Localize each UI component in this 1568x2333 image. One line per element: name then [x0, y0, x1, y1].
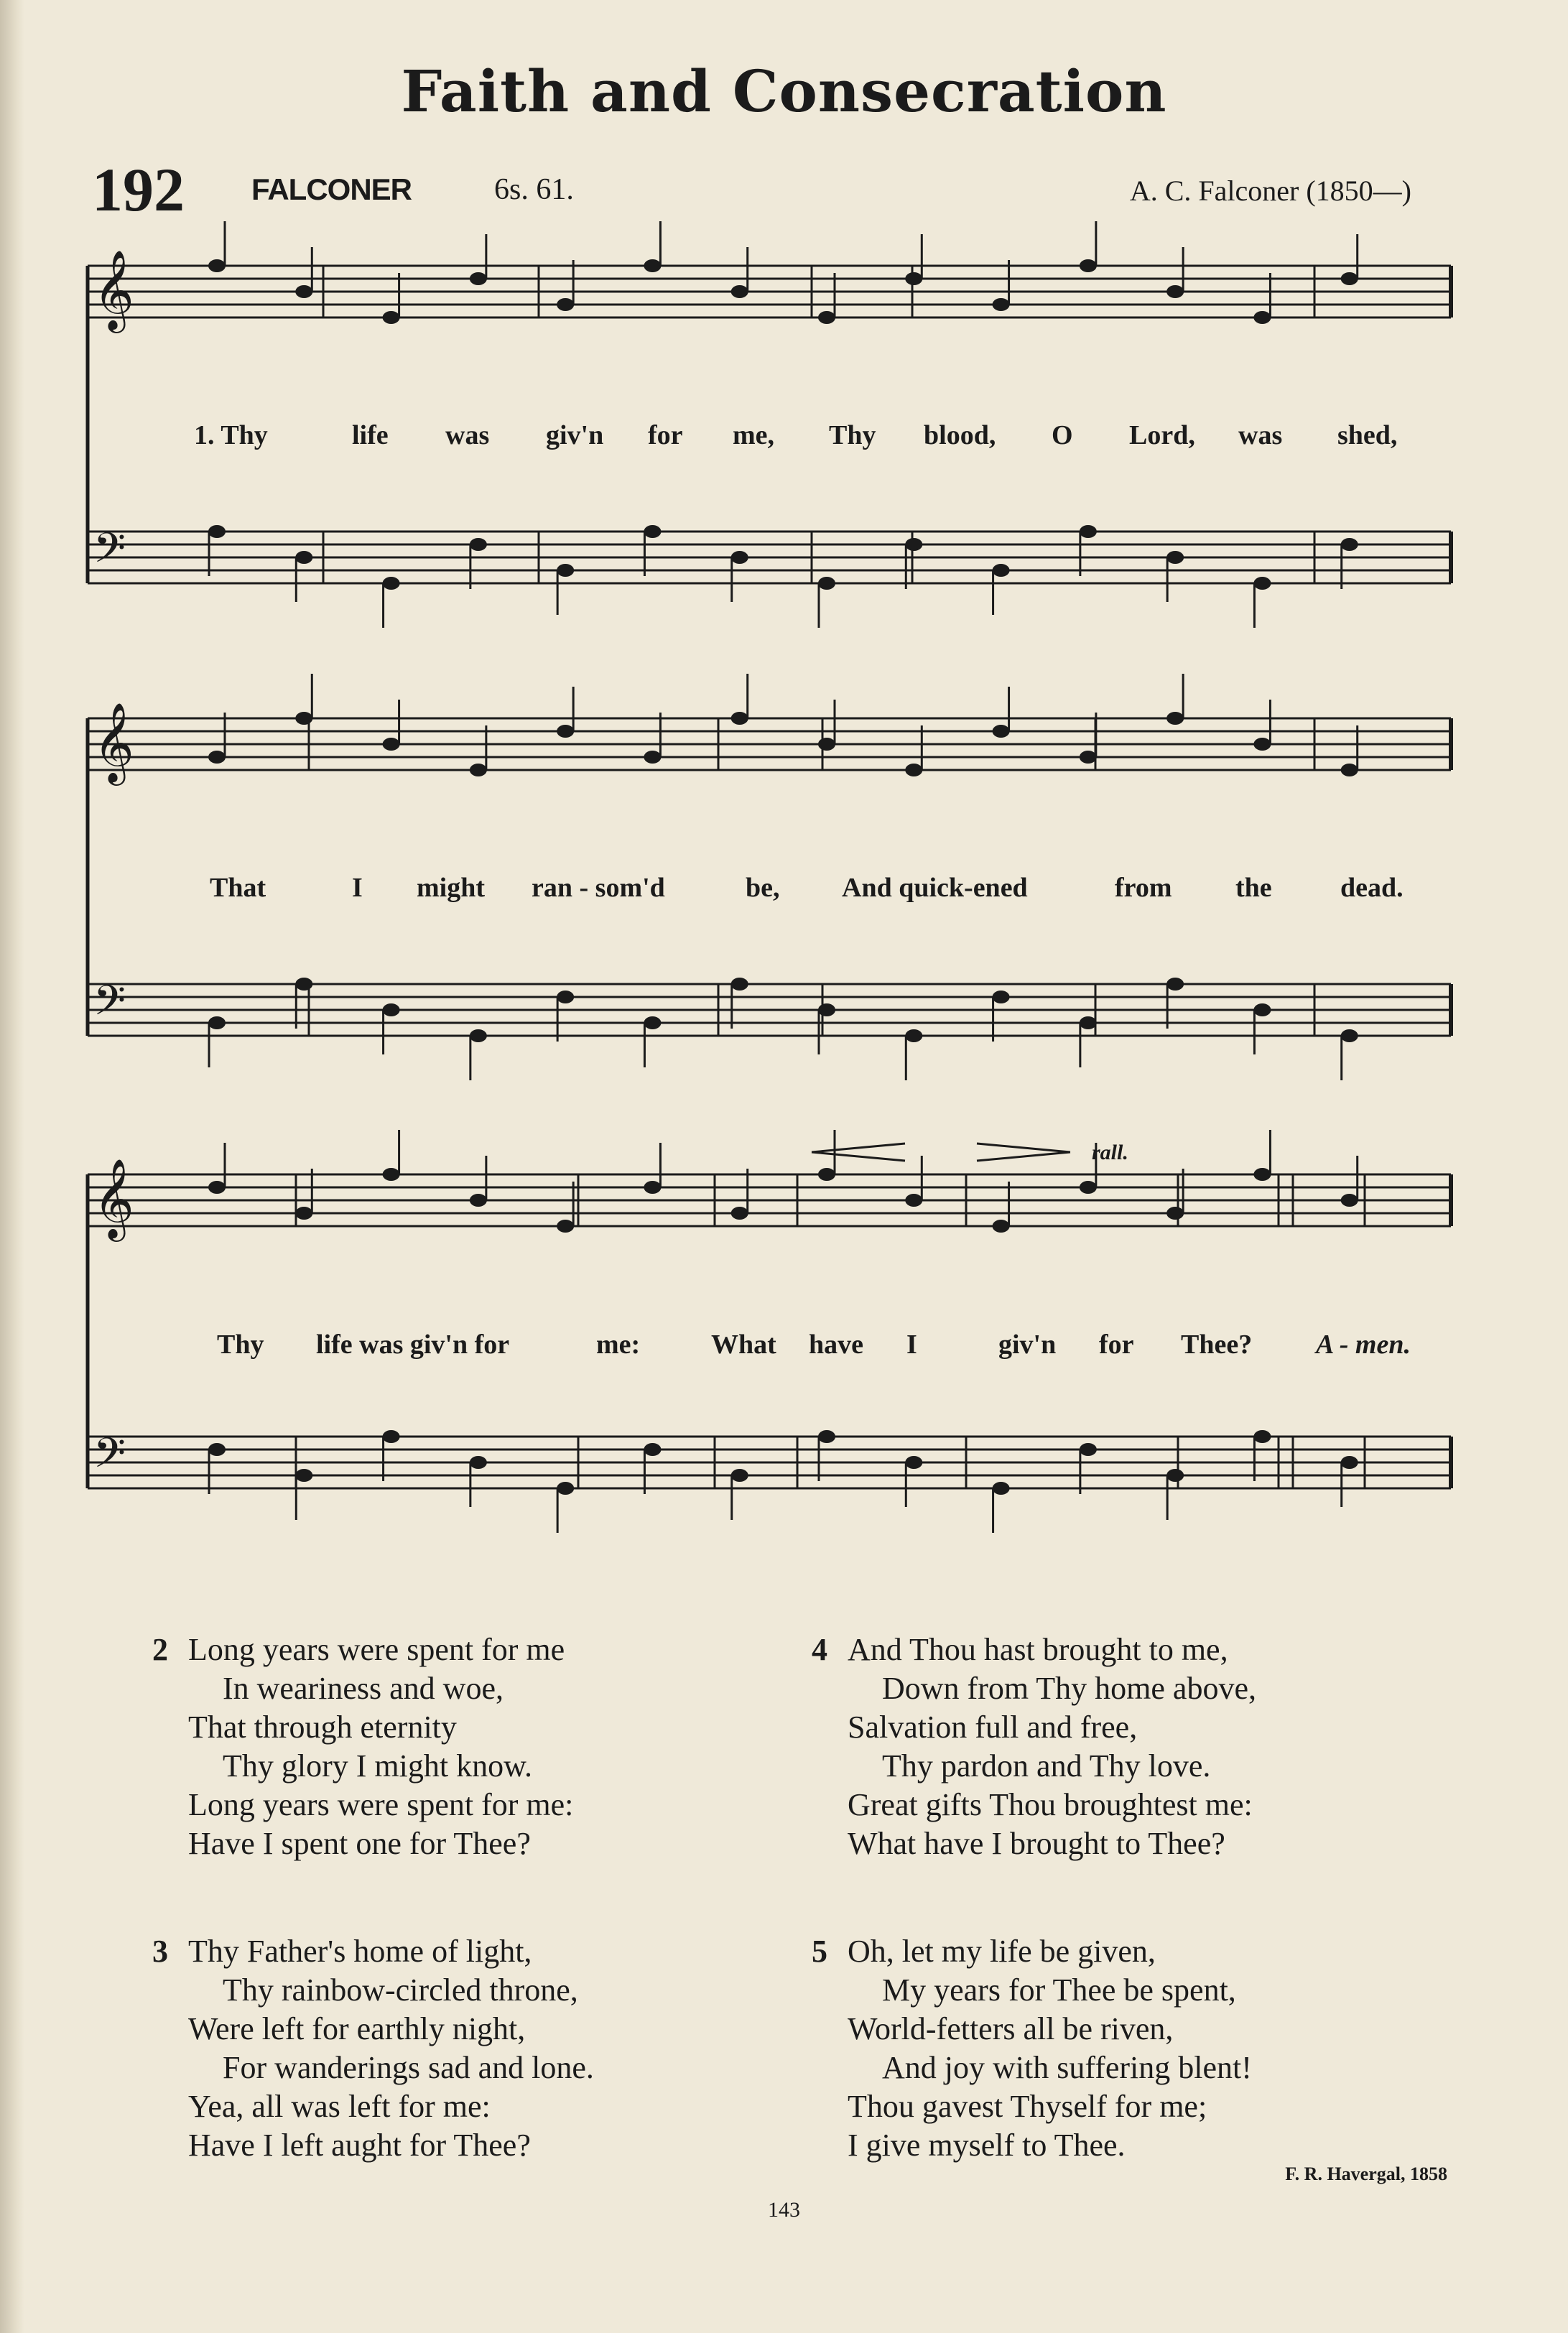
- lyric-word: shed,: [1337, 420, 1398, 450]
- crescendo-hairpin: [812, 1144, 905, 1161]
- verse-line: Thy glory I might know.: [223, 1748, 532, 1784]
- verse-line: What have I brought to Thee?: [848, 1826, 1225, 1861]
- note-head: [1166, 1469, 1184, 1482]
- verse-line: Were left for earthly night,: [188, 2011, 526, 2046]
- bass-clef-icon: 𝄢: [93, 1429, 126, 1488]
- lyrics-system-3: [0, 1329, 1568, 1365]
- note-head: [993, 991, 1010, 1003]
- verse-line: Down from Thy home above,: [882, 1671, 1256, 1706]
- note-head: [1080, 525, 1097, 538]
- lyrics-system-1: [0, 419, 1568, 455]
- verse-line: Yea, all was left for me:: [188, 2089, 491, 2124]
- verse-line: Long years were spent for me:: [188, 1787, 574, 1822]
- note-head: [644, 525, 661, 538]
- note-head: [208, 1443, 226, 1456]
- page-number: 143: [768, 2198, 800, 2222]
- note-head: [818, 738, 835, 751]
- verse-line: Oh, let my life be given,: [848, 1934, 1156, 1969]
- note-head: [1253, 577, 1271, 590]
- verse-line: Thy rainbow-circled throne,: [223, 1972, 578, 2008]
- note-head: [644, 259, 661, 272]
- lyric-word: Thee?: [1181, 1330, 1253, 1360]
- hymn-number: 192: [92, 155, 185, 224]
- lyric-word: I: [906, 1330, 917, 1360]
- note-head: [295, 978, 312, 991]
- verse-line: For wanderings sad and lone.: [223, 2050, 594, 2085]
- lyric-word: I: [352, 873, 363, 903]
- note-head: [818, 1003, 835, 1016]
- lyric-word: for: [648, 420, 683, 450]
- lyric-word: And quick-ened: [842, 873, 1028, 903]
- note-head: [557, 1482, 574, 1495]
- note-head: [993, 725, 1010, 738]
- lyric-word: life: [352, 420, 389, 450]
- note-head: [557, 564, 574, 577]
- note-head: [644, 1181, 661, 1194]
- note-head: [993, 1482, 1010, 1495]
- lyric-word: Lord,: [1129, 420, 1195, 450]
- note-head: [1253, 311, 1271, 324]
- lyrics-system-2: [0, 872, 1568, 908]
- note-head: [905, 1029, 922, 1042]
- verse-number: 3: [152, 1934, 168, 1969]
- lyric-word: Thy: [829, 420, 876, 450]
- note-head: [644, 751, 661, 764]
- note-head: [557, 298, 574, 311]
- lyric-word: the: [1235, 873, 1272, 903]
- verse-line: And joy with suffering blent!: [882, 2050, 1252, 2085]
- note-head: [1341, 272, 1358, 285]
- rall-marking: rall.: [1092, 1141, 1128, 1164]
- note-head: [1341, 538, 1358, 551]
- verse-line: Salvation full and free,: [848, 1710, 1138, 1745]
- note-head: [1253, 738, 1271, 751]
- note-head: [731, 712, 748, 725]
- note-head: [644, 1443, 661, 1456]
- note-head: [1166, 551, 1184, 564]
- note-head: [1080, 751, 1097, 764]
- decrescendo-hairpin: [977, 1144, 1070, 1161]
- note-head: [993, 1220, 1010, 1233]
- composer-credit: A. C. Falconer (1850—): [1129, 175, 1411, 207]
- lyric-word: for: [1099, 1330, 1134, 1360]
- note-head: [383, 311, 400, 324]
- lyric-word: What: [711, 1330, 776, 1360]
- bass-clef-icon: 𝄢: [93, 524, 126, 583]
- note-head: [818, 1430, 835, 1443]
- verse-number: 5: [812, 1934, 827, 1969]
- note-head: [1166, 285, 1184, 298]
- lyric-word: blood,: [924, 420, 996, 450]
- note-head: [818, 311, 835, 324]
- note-head: [1253, 1430, 1271, 1443]
- note-head: [1341, 764, 1358, 776]
- verse-line: Thy Father's home of light,: [188, 1934, 532, 1969]
- lyric-word: 1. Thy: [194, 420, 268, 450]
- note-head: [1253, 1168, 1271, 1181]
- verse-4: [812, 1631, 1256, 1863]
- lyric-word: was: [1238, 420, 1283, 450]
- lyric-word: That: [210, 873, 266, 903]
- note-head: [295, 712, 312, 725]
- lyric-word: ran - som'd: [532, 873, 665, 903]
- treble-clef-icon: 𝄞: [93, 1158, 134, 1238]
- note-head: [731, 1469, 748, 1482]
- note-head: [295, 1469, 312, 1482]
- note-head: [208, 751, 226, 764]
- verse-line: Have I spent one for Thee?: [188, 1826, 531, 1861]
- bass-clef-icon: 𝄢: [93, 976, 126, 1035]
- note-head: [208, 1016, 226, 1029]
- note-head: [905, 538, 922, 551]
- lyric-word: me,: [733, 420, 775, 450]
- lyric-word: be,: [746, 873, 780, 903]
- note-head: [557, 725, 574, 738]
- note-head: [905, 1456, 922, 1469]
- lyric-word: giv'n: [546, 420, 604, 450]
- note-head: [818, 1168, 835, 1181]
- verse-line: Have I left aught for Thee?: [188, 2128, 531, 2163]
- note-head: [731, 285, 748, 298]
- note-head: [993, 298, 1010, 311]
- note-head: [383, 1430, 400, 1443]
- note-head: [1080, 1181, 1097, 1194]
- note-head: [1080, 1016, 1097, 1029]
- note-head: [1080, 1443, 1097, 1456]
- lyric-word: me:: [596, 1330, 641, 1360]
- verse-line: And Thou hast brought to me,: [848, 1632, 1228, 1667]
- verse-line: Thy pardon and Thy love.: [882, 1748, 1211, 1784]
- verse-line: I give myself to Thee.: [848, 2128, 1126, 2163]
- note-head: [1341, 1456, 1358, 1469]
- note-head: [1253, 1003, 1271, 1016]
- note-head: [470, 272, 487, 285]
- verse-line: In weariness and woe,: [223, 1671, 504, 1706]
- verse-line: Long years were spent for me: [188, 1632, 565, 1667]
- note-head: [295, 285, 312, 298]
- note-head: [644, 1016, 661, 1029]
- lyric-word: dead.: [1340, 873, 1404, 903]
- note-head: [905, 272, 922, 285]
- lyric-word: was: [445, 420, 490, 450]
- note-head: [208, 259, 226, 272]
- lyric-word: A - men.: [1316, 1330, 1411, 1360]
- lyric-word: have: [809, 1330, 863, 1360]
- treble-clef-icon: 𝄞: [93, 702, 134, 782]
- treble-clef-icon: 𝄞: [93, 249, 134, 330]
- note-head: [905, 1194, 922, 1207]
- lyric-word: Thy: [217, 1330, 264, 1360]
- note-head: [295, 551, 312, 564]
- note-head: [470, 1194, 487, 1207]
- lyric-word: life was giv'n for: [316, 1330, 510, 1360]
- verse-line: Thou gavest Thyself for me;: [848, 2089, 1207, 2124]
- note-head: [383, 1003, 400, 1016]
- note-head: [383, 1168, 400, 1181]
- note-head: [905, 764, 922, 776]
- note-head: [383, 577, 400, 590]
- note-head: [295, 1207, 312, 1220]
- section-title: Faith and Consecration: [401, 57, 1167, 125]
- note-head: [557, 991, 574, 1003]
- note-head: [818, 577, 835, 590]
- meter: 6s. 61.: [494, 173, 574, 206]
- verse-line: My years for Thee be spent,: [882, 1972, 1236, 2008]
- note-head: [208, 525, 226, 538]
- note-head: [470, 764, 487, 776]
- lyric-word: O: [1052, 420, 1073, 450]
- lyric-word: might: [417, 873, 485, 903]
- tune-name: FALCONER: [251, 172, 412, 206]
- note-head: [1341, 1029, 1358, 1042]
- note-head: [1166, 1207, 1184, 1220]
- note-head: [731, 978, 748, 991]
- lyricist-credit: F. R. Havergal, 1858: [1285, 2163, 1447, 2184]
- note-head: [208, 1181, 226, 1194]
- note-head: [557, 1220, 574, 1233]
- note-head: [1166, 712, 1184, 725]
- note-head: [731, 551, 748, 564]
- note-head: [470, 1029, 487, 1042]
- verse-number: 2: [152, 1632, 168, 1667]
- lyric-word: giv'n: [998, 1330, 1057, 1360]
- note-head: [1341, 1194, 1358, 1207]
- verse-2: [152, 1631, 574, 1863]
- verse-line: World-fetters all be riven,: [848, 2011, 1174, 2046]
- verse-line: That through eternity: [188, 1710, 457, 1745]
- verse-line: Great gifts Thou broughtest me:: [848, 1787, 1253, 1822]
- verse-5: [812, 1932, 1252, 2165]
- note-head: [731, 1207, 748, 1220]
- lyric-word: from: [1115, 873, 1172, 903]
- verse-number: 4: [812, 1632, 827, 1667]
- note-head: [993, 564, 1010, 577]
- note-head: [470, 1456, 487, 1469]
- note-head: [1080, 259, 1097, 272]
- note-head: [383, 738, 400, 751]
- verse-3: [152, 1932, 594, 2165]
- note-head: [1166, 978, 1184, 991]
- note-head: [470, 538, 487, 551]
